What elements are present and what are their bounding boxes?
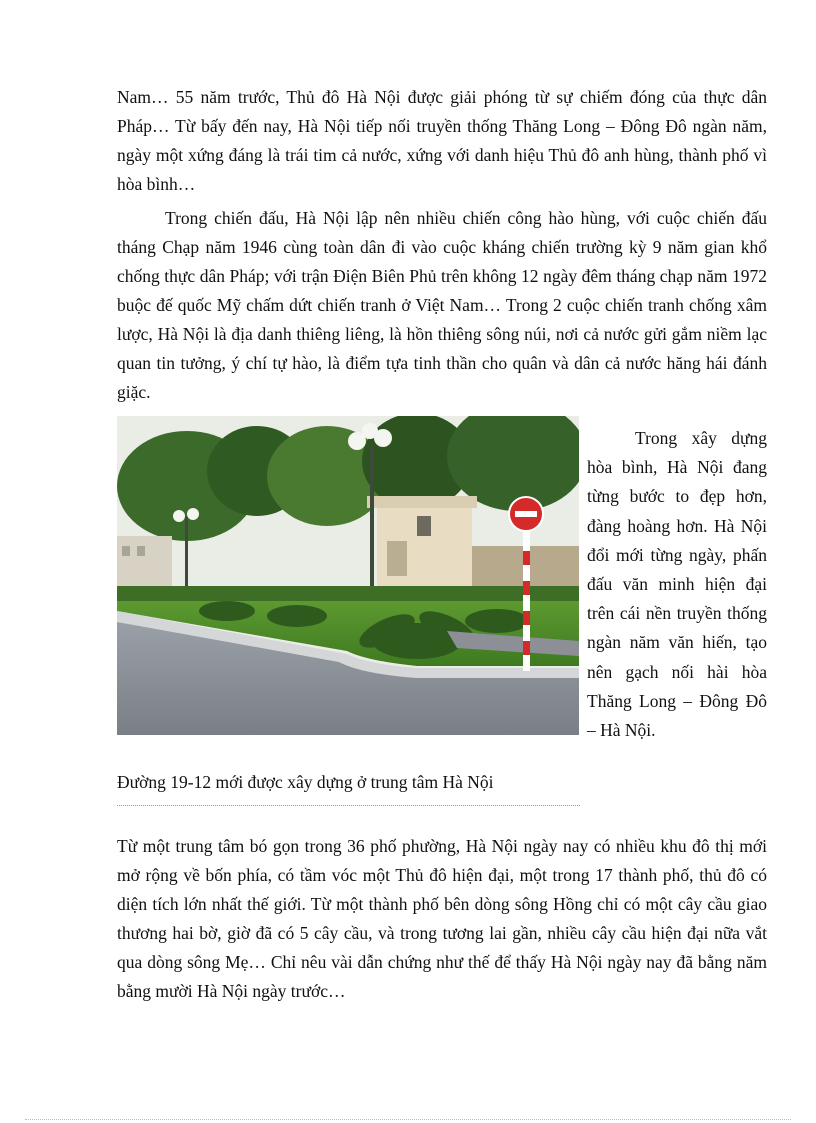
paragraph-1: Nam… 55 năm trước, Thủ đô Hà Nội được giải phóng từ sự chiếm đóng của thực dân Pháp… Từ bấy đến nay, Hà Nội tiếp nối truyền thống Thăng Long – Đông Đô ngàn năm, ngày một xứng đáng là trái tim cả nước, xứng với danh hiệu Thủ đô anh hùng, thành phố vì hòa bình…: [117, 87, 767, 194]
street-photo: [117, 416, 579, 735]
paragraph-4: Từ một trung tâm bó gọn trong 36 phố phường, Hà Nội ngày nay có nhiều khu đô thị mới mở rộng về bốn phía, có tầm vóc một Thủ đô hiện đại, một trong 17 thành phố, thủ đô có diện tích lớn nhất thế giới. Từ một thành phố bên dòng sông Hồng chỉ có một cây cầu giao thương hai bờ, giờ đã có 5 cây cầu, và trong tương lai gần, nhiều cây cầu hiện đại nữa vắt qua dòng sông Mẹ… Chỉ nêu vài dẫn chứng như thế để thấy Hà Nội ngày nay đã bằng năm bằng mười Hà Nội ngày trước…: [117, 836, 767, 1001]
paragraph-2: Trong chiến đấu, Hà Nội lập nên nhiều chiến công hào hùng, với cuộc chiến đấu tháng Chạp năm 1946 cùng toàn dân đi vào cuộc kháng chiến trường kỳ 9 năm gian khổ chống thực dân Pháp; với trận Điện Biên Phủ trên không 12 ngày đêm tháng chạp năm 1972 buộc đế quốc Mỹ chấm dứt chiến tranh ở Việt Nam… Trong 2 cuộc chiến tranh chống xâm lược, Hà Nội là địa danh thiêng liêng, là hồn thiêng sông núi, nơi cả nước gửi gắm niềm lạc quan tin tưởng, ý chí tự hào, là điểm tựa tinh thần cho quân và dân cả nước hăng hái đánh giặc.: [117, 208, 767, 402]
page-bottom-divider: [25, 1119, 791, 1120]
side-paragraph: Trong xây dựng hòa bình, Hà Nội đang từng bước to đẹp hơn, đàng hoàng hơn. Hà Nội đổi mới từng ngày, phấn đấu văn minh hiện đại trên cái nền truyền thống ngàn năm văn hiến, tạo nên gạch nối hài hòa Thăng Long – Đông Đô – Hà Nội.: [587, 428, 767, 741]
caption-divider: [117, 805, 580, 806]
photo-caption: Đường 19-12 mới được xây dựng ở trung tâm Hà Nội: [117, 772, 494, 792]
